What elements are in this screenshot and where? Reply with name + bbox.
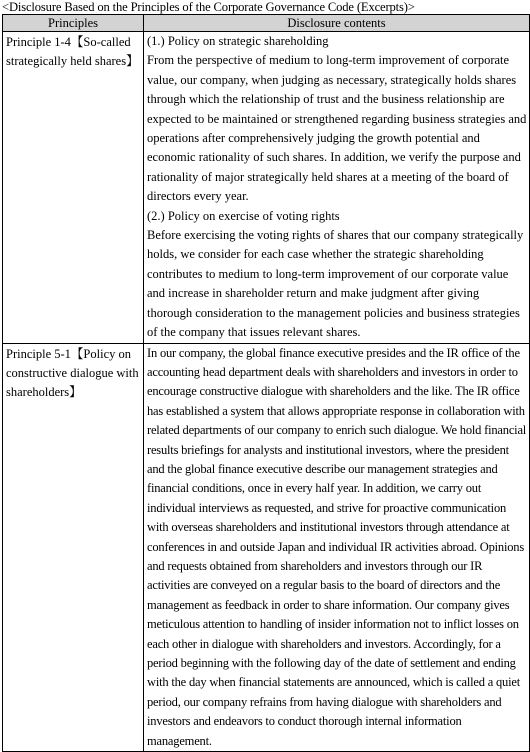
table-row — [3, 32, 530, 344]
principle-cell: Principle 5-1【Policy on constructive dialogue with shareholders】 — [3, 343, 144, 752]
principle-cell: Principle 1-4【So-called strategically held shares】 — [3, 32, 144, 344]
header-principles: Principles — [3, 15, 144, 32]
header-disclosure-contents: Disclosure contents — [144, 15, 530, 32]
disclosure-cell — [144, 343, 530, 752]
disclosure-cell — [144, 32, 530, 344]
disclosure-paragraph: Before exercising the voting rights of shares that our company strategically holds, we consider for each case whether the strategic shareholding contributes to medium to long-term improvement of our corporate value and increase in shareholder return and make judgment after giving thorough consideration to the management policies and business strategies of the company that issues relevant shares. — [147, 228, 524, 340]
disclosure-table — [2, 14, 530, 752]
document-caption: <Disclosure Based on the Principles of the Corporate Governance Code (Excerpts)> — [2, 0, 415, 14]
disclosure-heading: (2.) Policy on exercise of voting rights — [147, 208, 340, 223]
disclosure-paragraph: From the perspective of medium to long-term improvement of corporate value, our company, when judging as necessary, strategically holds shares through which the relationship of trust and the business relationship are expected to be maintained or strengthened regarding business strategies and operations after comprehensively judging the growth potential and economic rationality of such shares. In addition, we verify the purpose and rationality of major strategically held shares at a meeting of the board of directors every year. — [147, 53, 527, 204]
table-row — [3, 343, 530, 752]
table-header-row — [3, 15, 530, 32]
disclosure-heading: (1.) Policy on strategic shareholding — [147, 34, 329, 48]
disclosure-paragraph: In our company, the global finance executive presides and the IR office of the accounting head department deals with shareholders and investors in order to encourage constructive dialogue with shareholders and the like. The IR office has established a system that allows appropriate response in collaboration with related departments of our company to enrich such dialogue. We hold financial results briefings for analysts and institutional investors, where the president and the global finance executive describe our management strategies and financial conditions, once in every half year. In addition, we carry out individual interviews as requested, and strive for proactive communication with overseas shareholders and institutional investors through attendance at conferences in and outside Japan and individual IR activities abroad. Opinions and requests obtained from shareholders and investors through our IR activities are conveyed on a regular basis to the board of directors and the management as feedback in order to share information. Our company gives meticulous attention to handling of insider information not to inflict losses on each other in dialogue with shareholders and investors. Accordingly, for a period beginning with the following day of the date of settlement and ending with the day when financial statements are announced, which is called a quiet period, our company refrains from having dialogue with shareholders and investors and endeavors to conduct thorough internal information management. — [147, 345, 527, 748]
